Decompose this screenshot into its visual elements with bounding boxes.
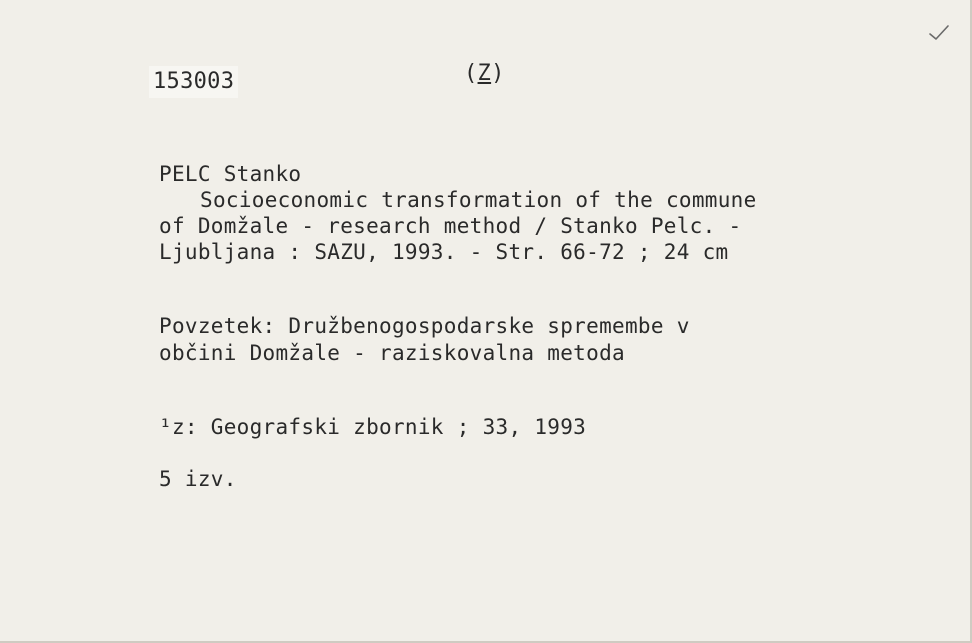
- summary-line-2: občini Domžale - raziskovalna metoda: [159, 341, 625, 365]
- author-heading: PELC Stanko: [159, 162, 302, 186]
- title-line-3: Ljubljana : SAZU, 1993. - Str. 66-72 ; 24 cm: [159, 240, 729, 264]
- accession-number: 153003: [149, 66, 238, 98]
- collection-letter: Z: [477, 61, 492, 86]
- collection-mark: (Z): [464, 61, 505, 86]
- title-line-2: of Domžale - research method / Stanko Pelc. -: [159, 214, 742, 238]
- references-note: 5 izv.: [159, 467, 237, 491]
- title-line-1: Socioeconomic transformation of the commune: [200, 188, 757, 212]
- check-mark-icon: [928, 24, 950, 42]
- summary-line-1: Povzetek: Družbenogospodarske spremembe v: [159, 314, 690, 338]
- source-note: ¹z: Geografski zbornik ; 33, 1993: [159, 415, 587, 439]
